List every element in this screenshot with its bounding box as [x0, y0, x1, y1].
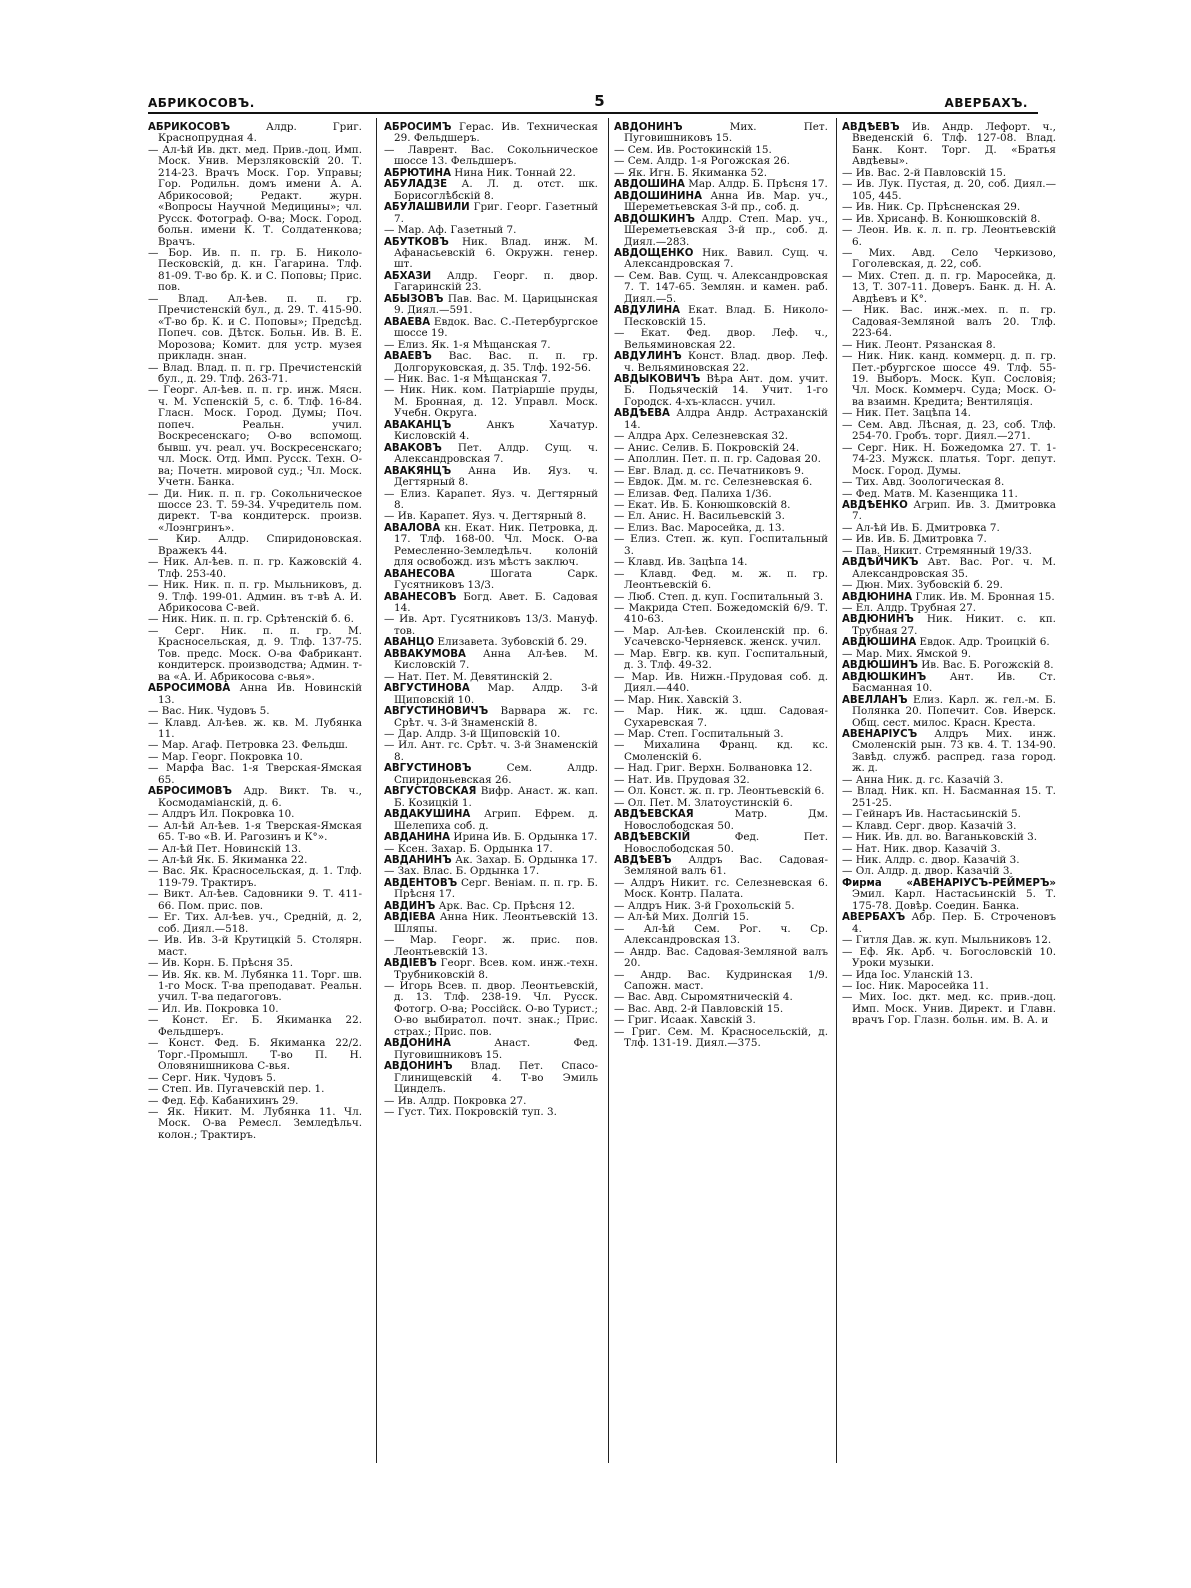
directory-entry: АВАЕВЪ Вас. Вас. п. п. гр. Долгоруковская, д. 35. Тлф. 192-56. — [384, 350, 598, 374]
directory-subentry: — Ел. Анис. Н. Васильевскій 3. — [614, 510, 785, 523]
directory-subentry: — Ал-ѣй Як. Б. Якиманка 22. — [148, 854, 308, 866]
directory-subentry: — Ив. Ник. Ср. Прѣсненская 29. — [842, 201, 1021, 214]
directory-subentry: — Мар. Мих. Ямской 9. — [842, 647, 972, 660]
directory-subentry: — Екат. Ив. Б. Конюшковскій 8. — [614, 498, 791, 511]
directory-entry: АВДѢЕВЪ Ив. Андр. Лефорт. ч., Введенскій 6. Тлф. 127-08. Влад. Банк. Конт. Торг. Д. «Братья Авдѣевы». — [842, 121, 1056, 168]
directory-subentry: — Ник. Ник. ком. Патріаршіе пруды, М. Бронная, д. 12. Управл. Моск. Учебн. Округа. — [384, 384, 598, 420]
directory-subentry: — Ив. Карапет. Яуз. ч. Дегтярный 8. — [384, 510, 587, 523]
directory-columns — [148, 121, 1056, 1462]
directory-subentry: — Ник. Ив. дл. во. Ваганьковскій 3. — [842, 831, 1038, 844]
directory-subentry: — Лаврент. Вас. Сокольническое шоссе 13. Фельдшеръ. — [384, 143, 598, 168]
directory-subentry: — Евг. Влад. д. сс. Печатниковъ 9. — [614, 464, 805, 477]
directory-entry: АВАКОВЪ Пет. Алдр. Сущ. ч. Александровская 7. — [384, 441, 598, 466]
directory-subentry: — Елизав. Фед. Палиха 1/36. — [614, 487, 772, 500]
directory-entry: АВАНЕСОВА Шогата Сарк. Гусятниковъ 13/3. — [384, 567, 598, 592]
directory-entry: АВДАНИНА Ирина Ив. Б. Ордынка 17. — [384, 831, 598, 844]
directory-subentry: — Ел. Алдр. Трубная 27. — [842, 602, 977, 615]
directory-subentry: — Клавд. Серг. двор. Казачій 3. — [842, 819, 1017, 832]
directory-subentry: — Ол. Пет. М. Златоустинскій 6. — [614, 796, 793, 809]
directory-entry: АВДЮШКИНЪ Ант. Ив. Ст. Басманная 10. — [842, 670, 1056, 695]
directory-subentry: — Бор. Ив. п. п. гр. Б. Николо-Песковскій, д. кн. Гагарина. Тлф. 81-09. Т-во бр. К. и С. Поповы; Прис. пов. — [148, 246, 362, 294]
directory-subentry: — Ник. Вас. инж.-мех. п. п. гр. Садовая-Земляной валъ 20. Тлф. 223-64. — [842, 304, 1056, 340]
directory-entry: АВДѢЕВСКІЙ Фед. Пет. Новослободская 50. — [614, 831, 828, 855]
directory-subentry: — Влад. Ал-ѣев. п. п. гр. Пречистенскій бул., д. 29. Т. 415-90. «Т-во бр. К. и С. Поповы»; Предсѣд. Попеч. сов. Дѣтск. Больн. Ив. В. Е. Морозова; Комит. для устр. музея прикладн. знан. — [148, 292, 362, 363]
directory-subentry: — Екат. Фед. двор. Леф. ч., Вельяминовская 22. — [614, 327, 828, 351]
directory-subentry: — Конст. Фед. Б. Якиманка 22/2. Торг.-Промышл. Т-во П. Н. Оловянишникова С-вья. — [148, 1037, 362, 1073]
directory-subentry: — Ив. Лук. Пустая, д. 20, соб. Диял.—105, 445. — [842, 178, 1056, 202]
directory-subentry: — Влад. Влад. п. п. гр. Пречистенскій бул., д. 29. Тлф. 263-71. — [148, 361, 362, 385]
directory-subentry: — Кир. Алдр. Спиридоновская. Вражекъ 44. — [148, 533, 362, 557]
directory-entry: АВАЕВА Евдок. Вас. С.-Петербургское шоссе 19. — [384, 315, 598, 340]
directory-subentry: — Ди. Ник. п. п. гр. Сокольническое шоссе 23. Т. 59-34. Учредитель пом. директ. Т-ва кондитерск. произв. «Лоэнгринъ». — [148, 487, 362, 534]
directory-subentry: — Ал-ѣй Ив. Б. Дмитровка 7. — [842, 521, 1000, 534]
directory-subentry: — Григ. Сем. М. Красносельскій, д. Тлф. 131-19. Диял.—375. — [614, 1025, 828, 1050]
directory-subentry: — Дюн. Мих. Зубовскій б. 29. — [842, 579, 1003, 592]
directory-entry: АВДАКУШИНА Агрип. Ефрем. д. Шелепиха соб. д. — [384, 808, 598, 832]
directory-subentry: — Алдръ Ник. 3-й Грохольскій 5. — [614, 899, 795, 912]
directory-subentry: — Ник. Ник. п. п. гр. Мыльниковъ, д. 9. Тлф. 199-01. Админ. въ т-вѣ А. И. Абрикосова С-вей. — [148, 579, 362, 615]
directory-subentry: — Анна Ник. д. гс. Казачій 3. — [842, 773, 1004, 786]
directory-entry: АВДАНИНЪ Ак. Захар. Б. Ордынка 17. — [384, 854, 598, 866]
directory-subentry: — Пав. Никит. Стремянный 19/33. — [842, 544, 1032, 557]
directory-entry: АВГУСТИНОВЪ Сем. Алдр. Спиридоньевская 26. — [384, 762, 598, 786]
directory-subentry: — Влад. Ник. кп. Н. Басманная 15. Т. 251-25. — [842, 785, 1056, 809]
directory-entry: АВАНЕСОВЪ Богд. Авет. Б. Садовая 14. — [384, 590, 598, 615]
directory-subentry: — Григ. Исаак. Хавскій 3. — [614, 1014, 756, 1027]
directory-entry: АВДУЛИНА Екат. Влад. Б. Николо-Песковскій 15. — [614, 304, 828, 328]
directory-entry: АВДОШИНА Мар. Алдр. Б. Прѣсня 17. — [614, 178, 828, 191]
directory-entry: АВДЕНТОВЪ Серг. Веніам. п. п. гр. Б. Прѣсня 17. — [384, 876, 598, 901]
header-left-keyword: АБРИКОСОВЪ. — [148, 96, 255, 110]
directory-subentry: — Клавд. Фед. м. ж. п. гр. Леонтьевскій 6. — [614, 567, 828, 592]
directory-subentry: — Андр. Вас. Садовая-Земляной валъ 20. — [614, 945, 828, 970]
directory-subentry: — Алдра Арх. Селезневская 32. — [614, 430, 789, 443]
directory-entry: АВДОНИНЪ Влад. Пет. Спасо-Глинищевскій 4. Т-во Эмиль Цинделъ. — [384, 1060, 598, 1096]
directory-subentry: — Мар. Евгр. кв. куп. Госпитальный, д. 3. Тлф. 49-32. — [614, 647, 828, 672]
directory-subentry: — Викт. Ал-ѣев. Садовники 9. Т. 411-66. Пом. прис. пов. — [148, 888, 362, 912]
directory-subentry: — Мар. Агаф. Петровка 23. Фельдш. — [148, 739, 348, 752]
directory-entry: АВЕНАРІУСЪ Алдръ Мих. инж. Смоленскій рын. 73 кв. 4. Т. 134-90. Завѣд. служб. распред. газа город. ж. д. — [842, 728, 1056, 775]
directory-subentry: — Сем. Вав. Сущ. ч. Александровская 7. Т. 147-65. Землян. и камен. раб. Диял.—5. — [614, 269, 828, 305]
directory-subentry: — Мар. Ив. Нижн.-Прудовая соб. д. Диял.—440. — [614, 670, 828, 695]
directory-subentry: — Ил. Ив. Покровка 10. — [148, 1002, 279, 1015]
directory-subentry: — Ксен. Захар. Б. Ордынка 17. — [384, 842, 553, 855]
directory-subentry: — Фед. Еф. Кабанихинъ 29. — [148, 1094, 299, 1107]
directory-entry: Фирма «АВЕНАРІУСЪ-РЕЙМЕРЪ» Эмил. Карл. Настасьинскій 5. Т. 175-78. Довѣр. Соедин. Банка. — [842, 877, 1056, 912]
directory-subentry: — Ник. Ник. п. п. гр. Срѣтенскій б. 6. — [148, 613, 354, 626]
directory-subentry: — Нат. Ник. двор. Казачій 3. — [842, 842, 1001, 855]
directory-subentry: — Нат. Пет. М. Девятинскій 2. — [384, 670, 553, 683]
header-rule — [148, 112, 1038, 114]
directory-subentry: — Ив. Ив. 3-й Крутицкій 5. Столярн. маст. — [148, 934, 362, 958]
directory-subentry: — Вас. Авд. 2-й Павловскій 15. — [614, 1002, 784, 1015]
directory-subentry: — Степ. Ив. Пугачевскій пер. 1. — [148, 1083, 325, 1096]
directory-subentry: — Мар. Георг. ж. прис. пов. Леонтьевскій 13. — [384, 934, 598, 958]
directory-subentry: — Серг. Ник. п. п. гр. М. Красносельская, д. 9. Тлф. 137-75. Тов. предс. Моск. О-ва Фабрикант. кондитерск. производства; Админ. т-ва «А. И. Абрикосова с-вья». — [148, 624, 362, 683]
directory-entry: АБРОСИМОВЪ Адр. Викт. Тв. ч., Космодаміанскій, д. 6. — [148, 785, 362, 809]
directory-entry: АВДИНЪ Арк. Вас. Ср. Прѣсня 12. — [384, 899, 575, 912]
directory-subentry: — Конст. Ег. Б. Якиманка 22. Фельдшеръ. — [148, 1014, 362, 1038]
directory-entry: АВДЮШИНА Евдок. Адр. Троицкій 6. — [842, 636, 1050, 649]
directory-entry: АБХАЗИ Алдр. Георг. п. двор. Гагаринскій 23. — [384, 269, 598, 294]
column-2 — [384, 122, 598, 1462]
directory-subentry: — Ив. Алдр. Покровка 27. — [384, 1094, 527, 1107]
directory-subentry: — Ал-ѣй Сем. Рог. ч. Ср. Александровская 13. — [614, 922, 828, 947]
directory-subentry: — Серг. Ник. Н. Божедомка 27. Т. 1-74-23. Мужск. платья. Торг. депут. Моск. Город. Думы. — [842, 441, 1056, 477]
header-right-keyword: АВЕРБАХЪ. — [944, 96, 1028, 110]
directory-subentry: — Сем. Авд. Лѣсная, д. 23, соб. Тлф. 254-70. Гробъ. торг. Диял.—271. — [842, 418, 1056, 443]
column-3 — [614, 122, 828, 1462]
directory-entry: АВДІЕВА Анна Ник. Леонтьевскій 13. Шляпы. — [384, 911, 598, 935]
directory-subentry: — Елиз. Степ. ж. куп. Госпитальный 3. — [614, 533, 828, 557]
page-number: 5 — [594, 92, 606, 110]
directory-entry: АВГУСТИНОВИЧЪ Варвара ж. гс. Срѣт. ч. 3-й Знаменскій 8. — [384, 705, 598, 729]
directory-subentry: — Ив. Як. кв. М. Лубянка 11. Торг. шв. 1-го Моск. Т-ва преподават. Реальн. учил. Т-ва педагоговъ. — [148, 968, 362, 1004]
directory-subentry: — Ник. Леонт. Рязанская 8. — [842, 338, 996, 351]
directory-subentry: — Елиз. Вас. Маросейка, д. 13. — [614, 521, 785, 534]
directory-subentry: — Георг. Ал-ѣев. п. п. гр. инж. Мясн. ч. М. Успенскій 5, с. б. Тлф. 16-84. Гласн. Моск. Город. Думы; Поч. попеч. Реальн. учил. Воскресенскаго; О-во вспомощ. бывш. уч. реал. уч. Воскресенскаго; чл. Моск. Отд. Имп. Русск. Техн. О-ва; Почетн. мировой суд.; Чл. Моск. Учетн. Банка. — [148, 384, 362, 489]
directory-entry: АВВАКУМОВА Анна Ал-ѣев. М. Кисловскій 7. — [384, 647, 598, 672]
directory-subentry: — Михалина Франц. кд. кс. Смоленскій 6. — [614, 739, 828, 763]
directory-subentry: — Ив. Арт. Гусятниковъ 13/3. Мануф. тов. — [384, 613, 598, 637]
directory-entry: АВДЫКОВИЧЪ Вѣра Ант. дом. учит. Б. Подьяческій 14. Учит. 1-го Городск. 4-хъ-классн. учил. — [614, 372, 828, 408]
directory-entry: АБЫЗОВЪ Пав. Вас. М. Царицынская 9. Диял.—591. — [384, 292, 598, 317]
directory-subentry: — Аполлин. Пет. п. п. гр. Садовая 20. — [614, 453, 821, 466]
directory-subentry: — Ил. Ант. гс. Срѣт. ч. 3-й Знаменскій 8. — [384, 739, 598, 763]
directory-entry: АВАЛОВА кн. Екат. Ник. Петровка, д. 17. Тлф. 168-00. Чл. Моск. О-ва Ремесленно-Земледѣльч. колоній для освобожд. изъ мѣстъ заключ. — [384, 521, 598, 569]
directory-subentry: — Алдръ Никит. гс. Селезневская 6. Моск. Контр. Палата. — [614, 876, 828, 901]
directory-subentry: — Густ. Тих. Покровскій туп. 3. — [384, 1105, 557, 1118]
directory-subentry: — Андр. Вас. Кудринская 1/9. Сапожн. маст. — [614, 968, 828, 992]
directory-subentry: — Мих. Іос. дкт. мед. кс. прив.-доц. Имп. Моск. Унив. Директ. и Главн. врачъ Гор. Глазн. больн. им. В. А. и — [842, 991, 1056, 1027]
page-header — [148, 88, 1028, 110]
directory-entry: АВГУСТИНОВА Мар. Алдр. 3-й Щиповскій 10. — [384, 682, 598, 706]
directory-entry: АВЕРБАХЪ Абр. Пер. Б. Строченовъ 4. — [842, 911, 1056, 935]
directory-subentry: — Евдок. Дм. м. гс. Селезневская 6. — [614, 476, 813, 489]
directory-subentry: — Люб. Степ. д. куп. Госпитальный 3. — [614, 590, 824, 603]
directory-subentry: — Сем. Ив. Ростокинскій 15. — [614, 143, 772, 156]
directory-subentry: — Еф. Як. Арб. ч. Богословскій 10. Уроки музыки. — [842, 945, 1056, 970]
directory-entry: АВЕЛЛАНЪ Елиз. Карл. ж. гел.-м. Б. Полянка 20. Попечит. Сов. Иверск. Общ. сест. милос. Красн. Креста. — [842, 693, 1056, 729]
directory-entry: АБУЛАДЗЕ А. Л. д. отст. шк. Борисоглѣбскій 8. — [384, 178, 598, 202]
directory-subentry: — Іос. Ник. Маросейка 11. — [842, 979, 989, 992]
directory-entry: АВДѢЕНКО Агрип. Ив. 3. Дмитровка 7. — [842, 498, 1056, 523]
directory-subentry: — Макрида Степ. Божедомскій 6/9. Т. 410-63. — [614, 602, 828, 626]
directory-subentry: — Як. Игн. Б. Якиманка 52. — [614, 166, 767, 179]
directory-subentry: — Над. Григ. Верхн. Болвановка 12. — [614, 762, 813, 775]
directory-subentry: — Ал-ѣй Ив. дкт. мед. Прив.-доц. Имп. Моск. Унив. Мерзляковскій 20. Т. 214-23. Врачъ Моск. Гор. Управы; Гор. Родильн. домъ имени А. А. Абрикосовой; Редакт. журн. «Вопросы Научной Медицины»; чл. Русск. Фотограф. О-ва; Моск. Город. больн. имени К. Т. Солдатенкова; Врачъ. — [148, 143, 362, 248]
directory-subentry: — Ник. Алдр. с. двор. Казачій 3. — [842, 854, 1020, 866]
directory-subentry: — Ив. Вас. 2-й Павловскій 15. — [842, 166, 1007, 179]
directory-subentry: — Клавд. Ал-ѣев. ж. кв. М. Лубянка 11. — [148, 716, 362, 741]
directory-subentry: — Мар. Георг. Покровка 10. — [148, 750, 303, 763]
directory-subentry: — Зах. Влас. Б. Ордынка 17. — [384, 865, 540, 878]
directory-entry: АВАКАНЦЪ Анкъ Хачатур. Кисловскій 4. — [384, 418, 598, 443]
directory-entry: АВДѢЕВСКАЯ Матр. Дм. Новослободская 50. — [614, 808, 828, 832]
directory-subentry: — Ол. Конст. ж. п. гр. Леонтьевскій 6. — [614, 785, 825, 798]
directory-entry: АБРЮТИНА Нина Ник. Тоннай 22. — [384, 166, 576, 179]
column-4 — [842, 122, 1056, 1462]
directory-subentry: — Ник. Ал-ѣев. п. п. гр. Кажовскій 4. Тлф. 253-40. — [148, 556, 362, 580]
directory-subentry: — Ник. Вас. 1-я Мѣщанская 7. — [384, 372, 551, 385]
directory-subentry: — Вас. Як. Красносельская, д. 1. Тлф. 119-79. Трактиръ. — [148, 865, 362, 889]
directory-subentry: — Як. Никит. М. Лубянка 11. Чл. Моск. О-ва Ремесл. Земледѣльч. колон.; Трактиръ. — [148, 1105, 362, 1141]
directory-entry: АВДОНИНА Анаст. Фед. Пуговишниковъ 15. — [384, 1037, 598, 1061]
directory-entry: АВДІЕВЪ Георг. Всев. ком. инж.-техн. Трубниковскій 8. — [384, 957, 598, 981]
directory-subentry: — Мих. Степ. д. п. гр. Маросейка, д. 13, Т. 307-11. Доверъ. Банк. д. Н. А. Авдѣевъ и К°. — [842, 269, 1056, 305]
directory-entry: АВДЮНИНА Глик. Ив. М. Бронная 15. — [842, 590, 1055, 603]
directory-subentry: — Клавд. Ив. Зацѣпа 14. — [614, 556, 748, 569]
directory-subentry: — Марфа Вас. 1-я Тверская-Ямская 65. — [148, 762, 362, 786]
directory-subentry: — Ив. Корн. Б. Прѣсня 35. — [148, 957, 294, 970]
directory-subentry: — Елиз. Як. 1-я Мѣщанская 7. — [384, 338, 551, 351]
directory-subentry: — Дар. Алдр. 3-й Щиповскій 10. — [384, 728, 561, 741]
directory-subentry: — Ал-ѣй Мих. Долгій 15. — [614, 911, 750, 924]
directory-subentry: — Нат. Ив. Прудовая 32. — [614, 773, 750, 786]
directory-entry: АВГУСТОВСКАЯ Вифр. Анаст. ж. кап. Б. Козицкій 1. — [384, 785, 598, 809]
directory-entry: АБРИКОСОВЪ Алдр. Григ. Краснопрудная 4. — [148, 121, 362, 145]
directory-subentry: — Мар. Степ. Госпитальный 3. — [614, 728, 784, 741]
directory-entry: АВДОШКИНЪ Алдр. Степ. Мар. уч., Шереметьевская 3-й пр., соб. д. Диял.—283. — [614, 212, 828, 248]
directory-entry: АВДѢЙЧИКЪ Авт. Вас. Рог. ч. М. Александровская 35. — [842, 556, 1056, 580]
directory-subentry: — Алдръ Ил. Покровка 10. — [148, 808, 295, 821]
directory-subentry: — Вас. Ник. Чудовъ 5. — [148, 705, 270, 718]
directory-subentry: — Леон. Ив. к. л. п. гр. Леонтьевскій 6. — [842, 224, 1056, 248]
column-1 — [148, 122, 362, 1462]
directory-entry: АВДЮНИНЪ Ник. Никит. с. кп. Трубная 27. — [842, 613, 1056, 637]
directory-subentry: — Ник. Ник. канд. коммерц. д. п. гр. Пет.-рбургское шоссе 49. Тлф. 55-19. Выборъ. Моск. Куп. Сословія; Чл. Моск. Коммерч. Суда; Моск. О-ва взаимн. Кредита; Вентиляція. — [842, 350, 1056, 408]
directory-subentry: — Мар. Ник. Хавскій 3. — [614, 693, 743, 706]
directory-subentry: — Ал-ѣй Пет. Новинскій 13. — [148, 842, 302, 855]
directory-subentry: — Ал-ѣй Ал-ѣев. 1-я Тверская-Ямская 65. Т-во «В. И. Рагозинъ и К°». — [148, 819, 362, 844]
directory-entry: АБУЛАШВИЛИ Григ. Георг. Газетный 7. — [384, 201, 598, 225]
directory-subentry: — Ив. Хрисанф. В. Конюшковскій 8. — [842, 212, 1041, 225]
directory-subentry: — Ида Іос. Уланскій 13. — [842, 968, 974, 981]
directory-subentry: — Мар. Ал-ѣев. Скоиленскій пр. 6. Усачевско-Черняевск. женск. учил. — [614, 624, 828, 649]
directory-subentry: — Анис. Селив. Б. Покровскій 24. — [614, 441, 800, 454]
directory-subentry: — Ив. Ив. Б. Дмитровка 7. — [842, 533, 987, 546]
directory-entry: АВДѢЕВА Алдра Андр. Астраханскій 14. — [614, 407, 828, 431]
directory-subentry: — Мар. Ник. ж. цдш. Садовая-Сухаревская 7. — [614, 705, 828, 729]
directory-entry: АБУТКОВЪ Ник. Влад. инж. М. Афанасьевскій 6. Окружн. генер. шт. — [384, 235, 598, 271]
directory-subentry: — Елиз. Карапет. Яуз. ч. Дегтярный 8. — [384, 487, 598, 511]
directory-entry: АБРОСИМЪ Герас. Ив. Техническая 29. Фельдшеръ. — [384, 121, 598, 145]
directory-subentry: — Ол. Алдр. д. двор. Казачій 3. — [842, 865, 1013, 878]
directory-subentry: — Игорь Всев. п. двор. Леонтьевскій, д. 13. Тлф. 238-19. Чл. Русск. Фотогр. О-ва; Россійск. О-во Турист.; О-во выбиратол. почт. знак.; Прис. страх.; Прис. пов. — [384, 979, 598, 1038]
directory-subentry: — Мих. Авд. Село Черкизово, Гоголевская, д. 22, соб. — [842, 246, 1056, 271]
directory-subentry: — Вас. Авд. Сыромятническій 4. — [614, 991, 793, 1004]
directory-subentry: — Мар. Аф. Газетный 7. — [384, 224, 517, 237]
directory-entry: АВДУЛИНЪ Конст. Влад. двор. Леф. ч. Вельяминовская 22. — [614, 350, 828, 374]
directory-subentry: — Гейнаръ Ив. Настасьинскій 5. — [842, 808, 1021, 821]
directory-entry: АВАНЦО Елизавета. Зубовскій б. 29. — [384, 636, 588, 649]
directory-subentry: — Ник. Пет. Зацѣпа 14. — [842, 407, 971, 420]
directory-subentry: — Сем. Алдр. 1-я Рогожская 26. — [614, 155, 790, 168]
directory-entry: АВДОШИНИНА Анна Ив. Мар. уч., Шереметьевская 3-й пр., соб. д. — [614, 189, 828, 214]
directory-entry: АБРОСИМОВА Анна Ив. Новинскій 13. — [148, 682, 362, 706]
directory-subentry: — Тих. Авд. Зоологическая 8. — [842, 476, 1005, 489]
directory-entry: АВДѢЕВЪ Алдръ Вас. Садовая-Земляной валъ 61. — [614, 854, 828, 878]
directory-entry: АВДЮШИНЪ Ив. Вас. Б. Рогожскій 8. — [842, 659, 1054, 672]
directory-entry: АВАКЯНЦЪ Анна Ив. Яуз. ч. Дегтярный 8. — [384, 464, 598, 489]
directory-subentry: — Ег. Тих. Ал-ѣев. уч., Средній, д. 2, соб. Диял.—518. — [148, 911, 362, 935]
directory-subentry: — Гитля Дав. ж. куп. Мыльниковъ 12. — [842, 934, 1052, 947]
directory-entry: АВДОЩЕНКО Ник. Вавил. Сущ. ч. Александровская 7. — [614, 246, 828, 271]
directory-subentry: — Фед. Матв. М. Казенщика 11. — [842, 487, 1018, 500]
directory-subentry: — Серг. Ник. Чудовъ 5. — [148, 1071, 277, 1084]
directory-entry: АВДОНИНЪ Мих. Пет. Пуговишниковъ 15. — [614, 121, 828, 145]
